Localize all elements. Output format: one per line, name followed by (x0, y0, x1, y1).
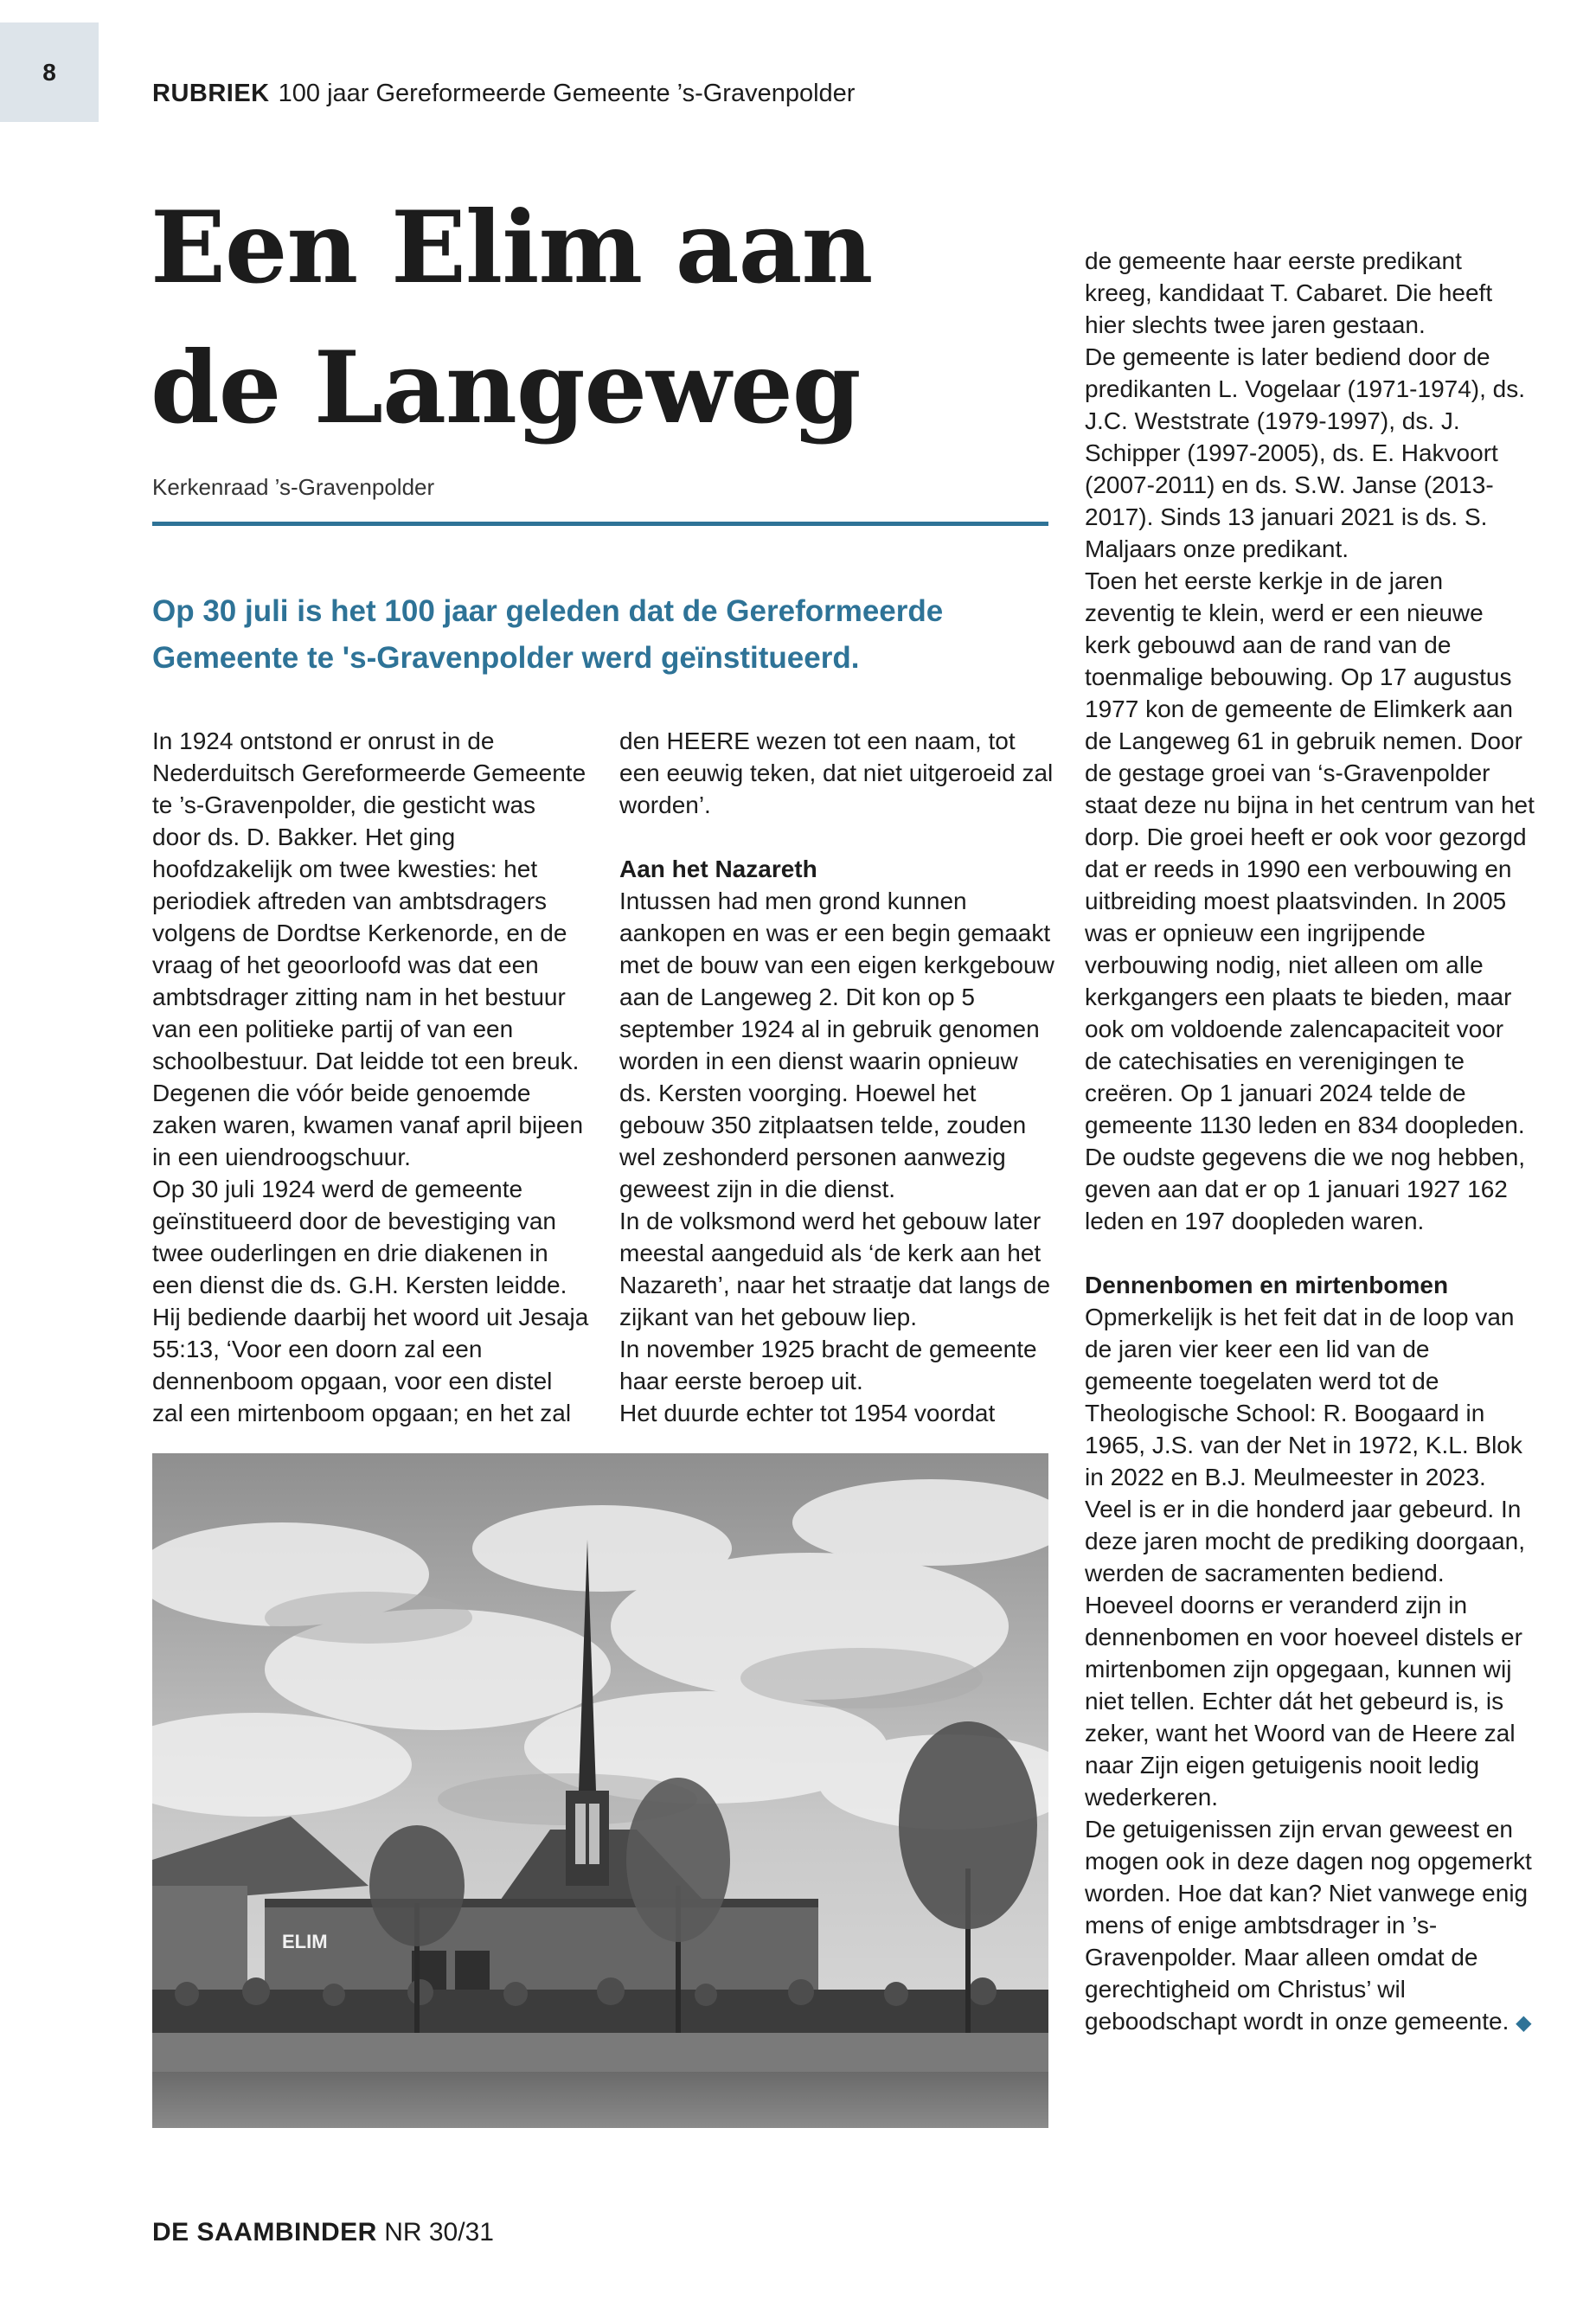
paragraph-text: De getuigenissen zijn ervan geweest en mogen ook in deze dagen nog opgemerkt worden. Hoe dat kan? Niet vanwege enig mens of enige ambtsdrager in ’s-Gravenpolder. Maar alleen omdat de gerechtigheid om Christus’ wil geboodschapt wordt in onze gemeente. (1085, 1816, 1532, 2035)
grass-strip (152, 2033, 1048, 2072)
paragraph (1085, 1813, 1535, 2039)
section-title: 100 jaar Gereformeerde Gemeente ’s-Gravenpolder (278, 80, 856, 107)
paragraph: In november 1925 bracht de gemeente haar eerste beroep uit. (619, 1336, 1037, 1394)
article-title (151, 177, 1067, 458)
road (152, 2072, 1048, 2128)
elim-sign: ELIM (282, 1931, 328, 1952)
paragraph: den HEERE wezen tot een naam, tot een eeuwig teken, dat niet uitgeroeid zal worden’. (619, 727, 1054, 818)
column-3 (1085, 245, 1535, 2039)
byline: Kerkenraad ’s-Gravenpolder (152, 474, 435, 500)
house-left (152, 1886, 247, 1990)
divider-rule (152, 522, 1048, 526)
footer (152, 2215, 494, 2250)
paragraph: Intussen had men grond kunnen aankopen en was er een begin gemaakt met de bouw van een eigen kerkgebouw aan de Langeweg 2. Dit kon op 5 september 1924 al in gebruik genomen worden in een dienst waarin opnieuw ds. Kersten voorging. Hoewel het gebouw 350 zitplaatsen telde, zouden wel zeshonderd personen aanwezig geweest zijn in die dienst. (619, 888, 1054, 1202)
subheading-dennenbomen: Dennenbomen en mirtenbomen (1085, 1272, 1449, 1298)
page-number-tab (0, 22, 99, 122)
church-eave (265, 1899, 818, 1907)
page-number: 8 (42, 58, 56, 86)
paragraph: de gemeente haar eerste predikant kreeg, kandidaat T. Cabaret. Die heeft hier slechts twee jaren gestaan. (1085, 247, 1493, 338)
paragraph: Opmerkelijk is het feit dat in de loop van de jaren vier keer een lid van de gemeente toegelaten werd tot de Theologische School: R. Boogaard in 1965, J.S. van der Net in 1972, K.L. Blok in 2022 en B.J. Meulmeester in 2023. (1085, 1304, 1522, 1490)
subheading-nazareth: Aan het Nazareth (619, 856, 817, 882)
title-line-1: Een Elim aan (151, 189, 873, 305)
section-label: RUBRIEK (152, 80, 270, 107)
paragraph: Het duurde echter tot 1954 voordat (619, 1400, 996, 1426)
column-1 (152, 725, 589, 1429)
church-photo (152, 1453, 1048, 2128)
paragraph: Veel is er in die honderd jaar gebeurd. In deze jaren mocht de prediking doorgaan, werden de sacramenten bediend. Hoeveel doorns er veranderd zijn in dennenbomen en voor hoeveel distels er mirtenbomen zijn opgegaan, kunnen wij niet tellen. Echter dát het gebeurd is, is zeker, want het Woord van de Heere zal naar Zijn eigen getuigenis nooit ledig wederkeren. (1085, 1496, 1526, 1811)
paragraph: In de volksmond werd het gebouw later meestal aangeduid als ‘de kerk aan het Nazareth’, naar het straatje dat langs de zijkant van het gebouw liep. (619, 1208, 1051, 1330)
paragraph: In 1924 ontstond er onrust in de Nederduitsch Gereformeerde Gemeente te ’s-Gravenpolder, die gesticht was door ds. D. Bakker. Het ging hoofdzakelijk om twee kwesties: het periodiek aftreden van ambtsdragers volgens de Dordtse Kerkenorde, en de vraag of het geoorloofd was dat een ambtsdrager zitting nam in het bestuur van een politieke partij of van een schoolbestuur. Dat leidde tot een breuk. Degenen die vóór beide genoemde zaken waren, kwamen vanaf april bijeen in een uiendroogschuur. (152, 727, 586, 1170)
section-header (152, 76, 855, 111)
issue-number: NR 30/31 (384, 2218, 494, 2247)
paragraph: De gemeente is later bediend door de predikanten L. Vogelaar (1971-1974), ds. J.C. Weststrate (1979-1997), ds. J. Schipper (1997-2005), ds. E. Hakvoort (2007-2011) en ds. S.W. Janse (2013-2017). Sinds 13 januari 2021 is ds. S. Maljaars onze predikant. (1085, 343, 1526, 562)
paragraph: Op 30 juli 1924 werd de gemeente geïnstitueerd door de bevestiging van twee ouderlingen en drie diakenen in een dienst die ds. G.H. Kersten leidde. Hij bediende daarbij het woord uit Jesaja 55:13, ‘Voor een doorn zal een dennenboom opgaan, voor een distel zal een mirtenboom opgaan; en het zal (152, 1176, 589, 1426)
lead-paragraph: Op 30 juli is het 100 jaar geleden dat de Gereformeerde Gemeente te 's-Gravenpolder werd geïnstitueerd. (152, 594, 944, 675)
column-2 (619, 725, 1056, 1429)
title-line-2: de Langeweg (151, 330, 861, 445)
paragraph: Toen het eerste kerkje in de jaren zeventig te klein, werd er een nieuwe kerk gebouwd aan de rand van de toenmalige bebouwing. Op 17 augustus 1977 kon de gemeente de Elimkerk aan de Langeweg 61 in gebruik nemen. Door de gestage groei van ‘s-Gravenpolder staat deze nu bijna in het centrum van het dorp. Die groei heeft er ook voor gezorgd dat er reeds in 1990 een verbouwing en uitbreiding moest plaatsvinden. In 2005 was er opnieuw een ingrijpende verbouwing nodig, niet alleen om alle kerkgangers een plaats te bieden, maar ook om voldoende zalencapaciteit voor de catechisaties en verenigingen te creëren. Op 1 januari 2024 telde de gemeente 1130 leden en 834 doopleden. De oudste gegevens die we nog hebben, geven aan dat er op 1 januari 1927 162 leden en 197 doopleden waren. (1085, 567, 1535, 1234)
publication-name: DE SAAMBINDER (152, 2218, 377, 2247)
end-mark-icon: ◆ (1516, 2011, 1532, 2035)
